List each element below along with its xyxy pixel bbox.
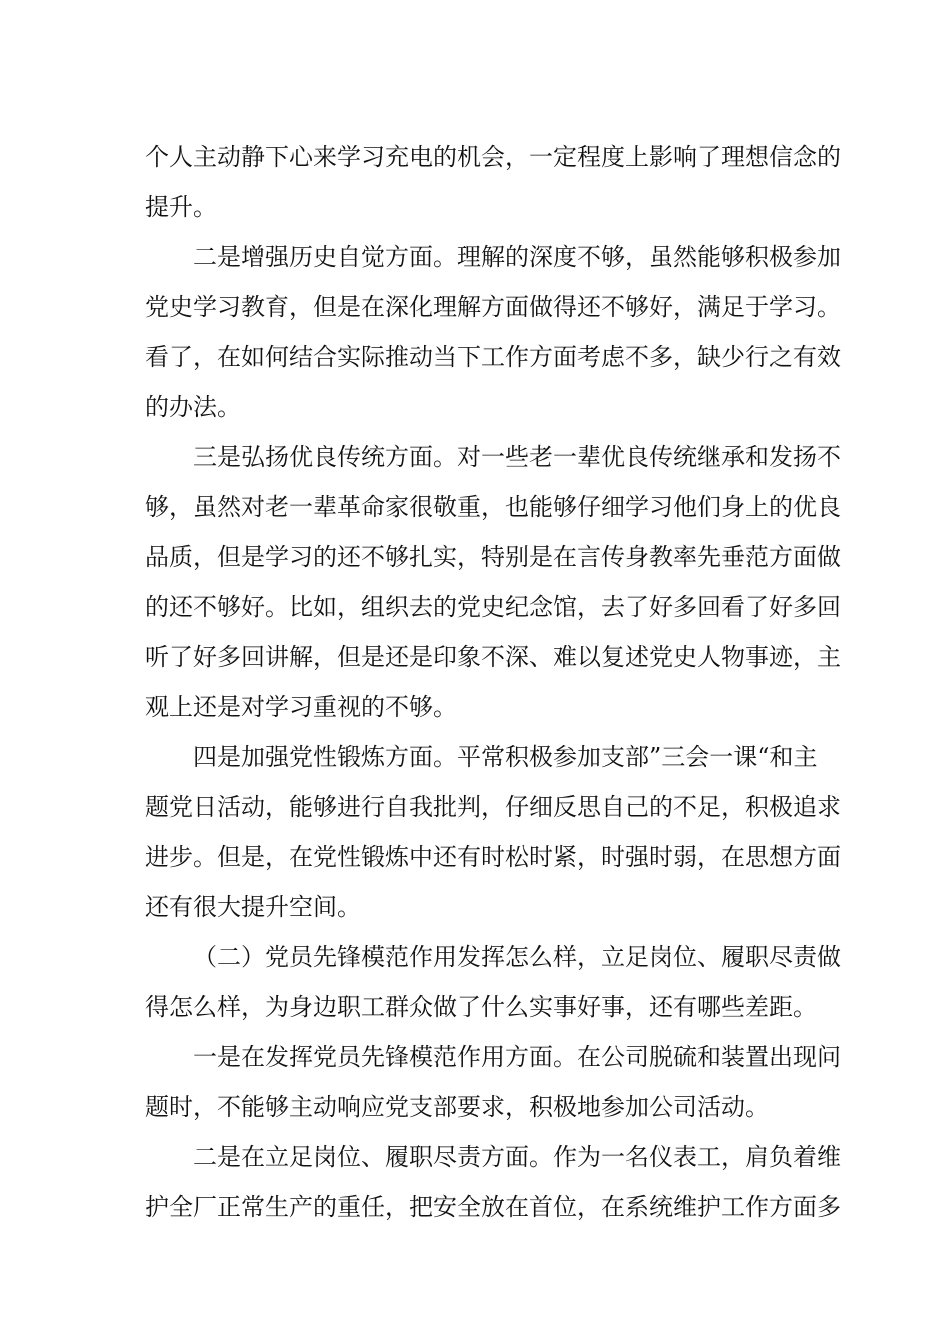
text-line: 品质，但是学习的还不够扎实，特别是在言传身教率先垂范方面做 bbox=[145, 543, 841, 571]
text-line: 得怎么样，为身边职工群众做了什么实事好事，还有哪些差距。 bbox=[145, 993, 817, 1021]
text-line: 二是增强历史自觉方面。理解的深度不够，虽然能够积极参加 bbox=[193, 243, 841, 271]
text-line: 一是在发挥党员先锋模范作用方面。在公司脱硫和装置出现问 bbox=[193, 1043, 841, 1071]
text-line: 看了，在如何结合实际推动当下工作方面考虑不多，缺少行之有效 bbox=[145, 343, 841, 371]
text-line: 题时，不能够主动响应党支部要求，积极地参加公司活动。 bbox=[145, 1093, 769, 1121]
text-line: 个人主动静下心来学习充电的机会，一定程度上影响了理想信念的 bbox=[145, 143, 841, 171]
text-line: 护全厂正常生产的重任，把安全放在首位，在系统维护工作方面多 bbox=[145, 1193, 841, 1221]
text-line: （二）党员先锋模范作用发挥怎么样，立足岗位、履职尽责做 bbox=[193, 943, 841, 971]
text-line: 的办法。 bbox=[145, 393, 241, 421]
text-line: 还有很大提升空间。 bbox=[145, 893, 361, 921]
text-line: 够，虽然对老一辈革命家很敬重，也能够仔细学习他们身上的优良 bbox=[145, 493, 841, 521]
text-line: 听了好多回讲解，但是还是印象不深、难以复述党史人物事迹，主 bbox=[145, 643, 841, 671]
text-line: 提升。 bbox=[145, 193, 217, 221]
text-line: 党史学习教育，但是在深化理解方面做得还不够好，满足于学习。 bbox=[145, 293, 841, 321]
text-line: 的还不够好。比如，组织去的党史纪念馆，去了好多回看了好多回 bbox=[145, 593, 841, 621]
text-line: 四是加强党性锻炼方面。平常积极参加支部”三会一课“和主 bbox=[193, 743, 818, 771]
text-line: 题党日活动，能够进行自我批判，仔细反思自己的不足，积极追求 bbox=[145, 793, 841, 821]
text-line: 三是弘扬优良传统方面。对一些老一辈优良传统继承和发扬不 bbox=[193, 443, 841, 471]
text-line: 观上还是对学习重视的不够。 bbox=[145, 693, 457, 721]
document-body bbox=[145, 132, 841, 1232]
text-line: 进步。但是，在党性锻炼中还有时松时紧，时强时弱，在思想方面 bbox=[145, 843, 841, 871]
text-line: 二是在立足岗位、履职尽责方面。作为一名仪表工，肩负着维 bbox=[193, 1143, 841, 1171]
